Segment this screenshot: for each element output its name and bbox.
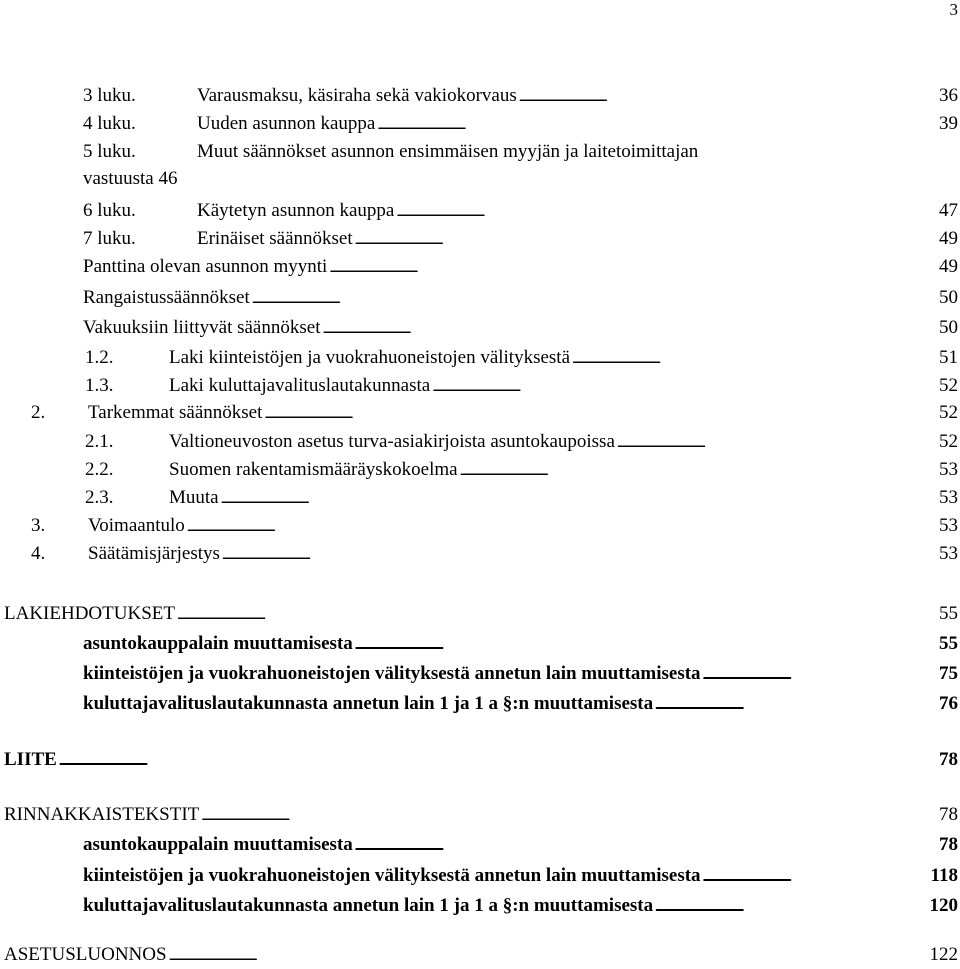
toc-page: 76 bbox=[939, 693, 958, 714]
toc-page: 53 bbox=[939, 515, 958, 536]
toc-entry-vakuudet[interactable] bbox=[83, 314, 958, 341]
toc-entry-2-1[interactable] bbox=[85, 428, 958, 455]
toc-entry-2-2[interactable] bbox=[85, 456, 958, 483]
toc-page: 78 bbox=[939, 749, 958, 770]
toc-entry-panttina[interactable] bbox=[83, 253, 958, 280]
toc-page: 39 bbox=[939, 113, 958, 134]
toc-entry-chapter-6[interactable] bbox=[83, 197, 958, 224]
toc-entry-liite[interactable] bbox=[4, 746, 958, 773]
toc-title: RINNAKKAISTEKSTIT bbox=[4, 804, 200, 825]
toc-leader bbox=[617, 428, 938, 456]
toc-leader bbox=[329, 253, 938, 281]
toc-leader bbox=[396, 197, 938, 225]
toc-number: 1.2. bbox=[85, 347, 114, 368]
toc-entry-rangaistus[interactable] bbox=[83, 284, 958, 311]
toc-title: Varausmaksu, käsiraha sekä vakiokorvaus bbox=[197, 85, 517, 106]
toc-leader bbox=[519, 82, 938, 110]
toc-leader bbox=[187, 512, 938, 540]
toc-title: Säätämisjärjestys bbox=[88, 543, 220, 564]
page-number: 3 bbox=[949, 0, 958, 19]
toc-leader bbox=[177, 600, 938, 628]
toc-entry-lakiehdotus-2[interactable] bbox=[83, 660, 958, 687]
toc-page: 55 bbox=[939, 603, 958, 624]
toc-title: Suomen rakentamismääräyskokoelma bbox=[169, 459, 458, 480]
toc-page: 47 bbox=[939, 200, 958, 221]
toc-title: Muuta bbox=[169, 487, 219, 508]
toc-entry-rinnakkaisteksti-1[interactable] bbox=[83, 831, 958, 858]
toc-leader bbox=[221, 484, 938, 512]
toc-title: kuluttajavalituslautakunnasta annetun lain 1 ja 1 a §:n muuttamisesta bbox=[83, 895, 654, 916]
toc-leader bbox=[432, 372, 938, 400]
toc-title: kiinteistöjen ja vuokrahuoneistojen välityksestä annetun lain muuttamisesta bbox=[83, 865, 701, 886]
toc-leader bbox=[703, 862, 930, 890]
toc-title: kiinteistöjen ja vuokrahuoneistojen välityksestä annetun lain muuttamisesta bbox=[83, 663, 701, 684]
toc-number: 1.3. bbox=[85, 375, 114, 396]
toc-number: 7 luku. bbox=[83, 228, 136, 249]
toc-entry-rinnakkaisteksti-3[interactable] bbox=[83, 892, 958, 919]
toc-page: 50 bbox=[939, 317, 958, 338]
toc-title: kuluttajavalituslautakunnasta annetun lain 1 ja 1 a §:n muuttamisesta bbox=[83, 693, 654, 714]
toc-entry-chapter-7[interactable] bbox=[83, 225, 958, 252]
toc-number: 4. bbox=[31, 543, 46, 564]
toc-title: Vakuuksiin liittyvät säännökset bbox=[83, 317, 321, 338]
toc-leader bbox=[355, 225, 938, 253]
toc-leader bbox=[201, 801, 938, 829]
toc-title-continued: vastuusta bbox=[83, 168, 154, 189]
toc-entry-2-3[interactable] bbox=[85, 484, 958, 511]
toc-page: 120 bbox=[929, 895, 958, 916]
toc-title: asuntokauppalain muuttamisesta bbox=[83, 834, 353, 855]
toc-number: 3 luku. bbox=[83, 85, 136, 106]
toc-page: 49 bbox=[939, 228, 958, 249]
toc-page: 52 bbox=[939, 431, 958, 452]
toc-leader bbox=[703, 660, 938, 688]
toc-title: Tarkemmat säännökset bbox=[88, 402, 263, 423]
toc-leader bbox=[252, 284, 938, 312]
toc-entry-chapter-5[interactable] bbox=[83, 138, 698, 165]
toc-title: Käytetyn asunnon kauppa bbox=[197, 200, 395, 221]
toc-leader bbox=[222, 540, 938, 568]
toc-page: 53 bbox=[939, 487, 958, 508]
toc-page: 46 bbox=[158, 168, 178, 189]
toc-number: 2. bbox=[31, 402, 46, 423]
toc-entry-chapter-4[interactable] bbox=[83, 110, 958, 137]
toc-leader bbox=[264, 399, 938, 427]
toc-leader bbox=[655, 690, 938, 718]
toc-entry-1-2[interactable] bbox=[85, 344, 958, 371]
toc-leader bbox=[355, 630, 938, 658]
toc-page: 75 bbox=[939, 663, 958, 684]
toc-leader bbox=[572, 344, 938, 372]
toc-entry-lakiehdotus-1[interactable] bbox=[83, 630, 958, 657]
toc-leader bbox=[169, 941, 929, 969]
toc-number: 2.2. bbox=[85, 459, 114, 480]
toc-title: Uuden asunnon kauppa bbox=[197, 113, 376, 134]
toc-page: 53 bbox=[939, 459, 958, 480]
toc-title: Valtioneuvoston asetus turva-asiakirjoista asuntokaupoissa bbox=[169, 431, 615, 452]
toc-title: Rangaistussäännökset bbox=[83, 287, 250, 308]
toc-title: Panttina olevan asunnon myynti bbox=[83, 256, 328, 277]
toc-page: 55 bbox=[939, 633, 958, 654]
toc-entry-chapter-5-continued[interactable] bbox=[83, 165, 177, 192]
toc-entry-rinnakkaisteksti-2[interactable] bbox=[83, 862, 958, 889]
toc-number: 6 luku. bbox=[83, 200, 136, 221]
toc-leader bbox=[655, 892, 928, 920]
toc-leader bbox=[460, 456, 938, 484]
toc-title: Laki kiinteistöjen ja vuokrahuoneistojen välityksestä bbox=[169, 347, 571, 368]
toc-entry-asetusluonnos[interactable] bbox=[4, 941, 958, 968]
toc-page: 122 bbox=[929, 944, 958, 965]
toc-page: 52 bbox=[939, 375, 958, 396]
toc-page: 49 bbox=[939, 256, 958, 277]
toc-entry-lakiehdotukset[interactable] bbox=[4, 600, 958, 627]
toc-page: 78 bbox=[939, 804, 958, 825]
toc-title: LAKIEHDOTUKSET bbox=[4, 603, 175, 624]
toc-number: 2.1. bbox=[85, 431, 114, 452]
toc-number: 4 luku. bbox=[83, 113, 136, 134]
toc-leader bbox=[59, 746, 938, 774]
toc-title: ASETUSLUONNOS bbox=[4, 944, 167, 965]
toc-page: 78 bbox=[939, 834, 958, 855]
toc-title: Voimaantulo bbox=[88, 515, 185, 536]
toc-leader bbox=[377, 110, 938, 138]
toc-page: 36 bbox=[939, 85, 958, 106]
toc-leader bbox=[355, 831, 938, 859]
toc-page: 118 bbox=[930, 865, 958, 886]
toc-title: Erinäiset säännökset bbox=[197, 228, 353, 249]
toc-entry-4[interactable] bbox=[31, 540, 958, 567]
toc-title: Muut säännökset asunnon ensimmäisen myyjän ja laitetoimittajan bbox=[197, 141, 699, 162]
toc-leader bbox=[322, 314, 938, 342]
toc-page: 51 bbox=[939, 347, 958, 368]
toc-entry-chapter-3[interactable] bbox=[83, 82, 958, 109]
toc-page: 52 bbox=[939, 402, 958, 423]
toc-title: Laki kuluttajavalituslautakunnasta bbox=[169, 375, 431, 396]
toc-entry-rinnakkaistekstit[interactable] bbox=[4, 801, 958, 828]
toc-page: 53 bbox=[939, 543, 958, 564]
toc-entry-2[interactable] bbox=[31, 399, 958, 426]
toc-title: LIITE bbox=[4, 749, 57, 770]
toc-number: 2.3. bbox=[85, 487, 114, 508]
toc-title: asuntokauppalain muuttamisesta bbox=[83, 633, 353, 654]
toc-entry-1-3[interactable] bbox=[85, 372, 958, 399]
toc-entry-3[interactable] bbox=[31, 512, 958, 539]
toc-entry-lakiehdotus-3[interactable] bbox=[83, 690, 958, 717]
toc-page: 50 bbox=[939, 287, 958, 308]
toc-number: 3. bbox=[31, 515, 46, 536]
toc-number: 5 luku. bbox=[83, 141, 136, 162]
